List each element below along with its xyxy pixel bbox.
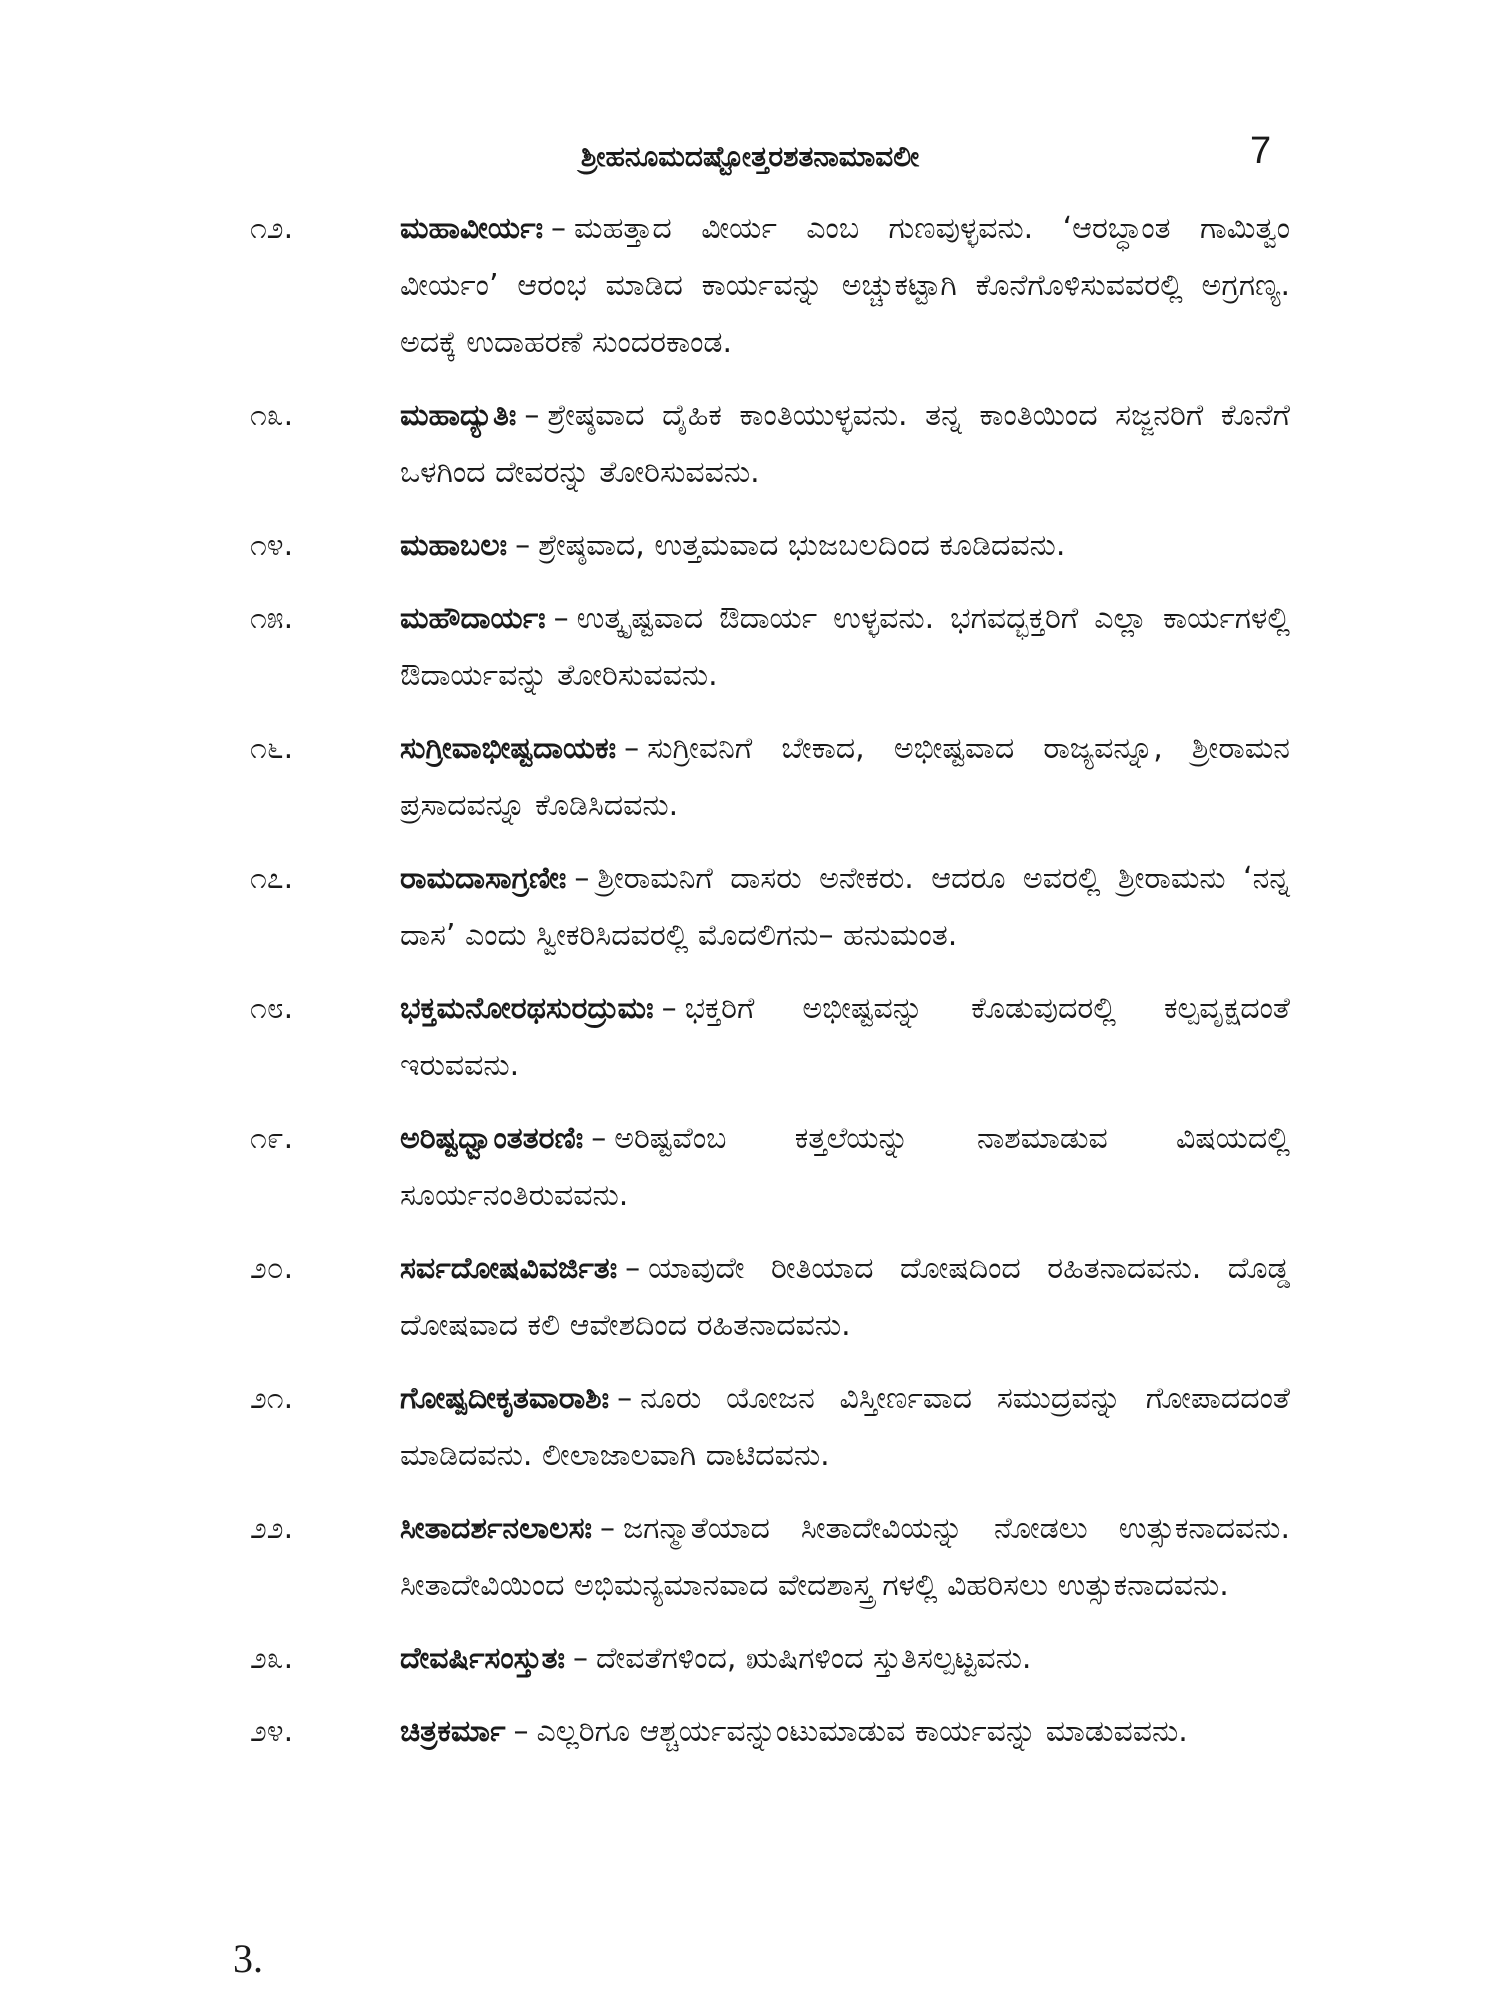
entry-number: ೧೫.: [250, 601, 294, 636]
entry-number: ೧೭.: [250, 861, 294, 896]
entry-term: ಮಹಾದ್ಯುತಿಃ: [400, 398, 517, 433]
list-item: [250, 1110, 1290, 1224]
list-item: [250, 1703, 1290, 1760]
page-header: [0, 130, 1500, 190]
list-item: [250, 1500, 1290, 1614]
entry-separator: –: [617, 1381, 633, 1416]
entry-separator: –: [599, 1511, 615, 1546]
entry-separator: –: [513, 1714, 529, 1749]
entry-number: ೧೩.: [250, 398, 294, 433]
list-item: [250, 590, 1290, 704]
entry-text: ಶ್ರೇಷ್ಠವಾದ, ಉತ್ತಮವಾದ ಭುಜಬಲದಿಂದ ಕೂಡಿದವನು.: [538, 528, 1066, 563]
entry-separator: –: [591, 1121, 607, 1156]
entry-number: ೨೨.: [250, 1511, 294, 1546]
entry-text: ಯಾವುದೇ ರೀತಿಯಾದ ದೋಷದಿಂದ ರಹಿತನಾದವನು. ದೊಡ್ಡ ದೋಷವಾದ ಕಲಿ ಆವೇಶದಿಂದ ರಹಿತನಾದವನು.: [400, 1251, 1290, 1343]
entry-text: ಶ್ರೀರಾಮನಿಗೆ ದಾಸರು ಅನೇಕರು. ಆದರೂ ಅವರಲ್ಲಿ ಶ್ರೀರಾಮನು ‘ನನ್ನ ದಾಸ’ ಎಂದು ಸ್ವೀಕರಿಸಿದವರಲ್ಲಿ ಮೊದಲಿಗನು– ಹನುಮಂತ.: [400, 861, 1290, 953]
entry-number: ೨೩.: [250, 1641, 294, 1676]
entry-text: ನೂರು ಯೋಜನ ವಿಸ್ತೀರ್ಣವಾದ ಸಮುದ್ರವನ್ನು ಗೋಪಾದದಂತೆ ಮಾಡಿದವನು. ಲೀಲಾಜಾಲವಾಗಿ ದಾಟಿದವನು.: [400, 1381, 1290, 1473]
entry-term: ಭಕ್ತಮನೋರಥಸುರದ್ರುಮಃ: [400, 991, 654, 1026]
entry-separator: –: [515, 528, 531, 563]
entry-separator: –: [625, 1251, 641, 1286]
entry-term: ಸುಗ್ರೀವಾಭೀಷ್ಟದಾಯಕಃ: [400, 731, 617, 766]
page-number: 7: [1250, 130, 1272, 172]
entry-separator: –: [524, 398, 540, 433]
entry-separator: –: [574, 861, 590, 896]
entry-term: ಮಹೌದಾರ್ಯಃ: [400, 601, 546, 636]
list-item: [250, 1630, 1290, 1687]
signature-mark: 3.: [233, 1936, 263, 1981]
entry-text: ಅರಿಷ್ಟವೆಂಬ ಕತ್ತಲೆಯನ್ನು ನಾಶಮಾಡುವ ವಿಷಯದಲ್ಲಿ ಸೂರ್ಯನಂತಿರುವವನು.: [400, 1121, 1290, 1213]
entry-number: ೨೧.: [250, 1381, 294, 1416]
entry-term: ದೇವರ್ಷಿಸಂಸ್ತುತಃ: [400, 1641, 566, 1676]
list-item: [250, 720, 1290, 834]
list-item: [250, 980, 1290, 1094]
entry-number: ೨೦.: [250, 1251, 294, 1286]
entry-term: ಗೋಷ್ಪದೀಕೃತವಾರಾಶಿಃ: [400, 1381, 610, 1416]
entry-text: ದೇವತೆಗಳಿಂದ, ಋಷಿಗಳಿಂದ ಸ್ತುತಿಸಲ್ಪಟ್ಟವನು.: [596, 1641, 1032, 1676]
entry-text: ಸುಗ್ರೀವನಿಗೆ ಬೇಕಾದ, ಅಭೀಷ್ಟವಾದ ರಾಜ್ಯವನ್ನೂ, ಶ್ರೀರಾಮನ ಪ್ರಸಾದವನ್ನೂ ಕೊಡಿಸಿದವನು.: [400, 731, 1290, 823]
entry-number: ೧೪.: [250, 528, 294, 563]
entry-number: ೧೨.: [250, 211, 294, 246]
entry-number: ೧೯.: [250, 1121, 294, 1156]
entry-term: ಮಹಾವೀರ್ಯಃ: [400, 211, 544, 246]
entry-number: ೨೪.: [250, 1714, 294, 1749]
running-title: ಶ್ರೀಹನೂಮದಷ್ಟೋತ್ತರಶತನಾಮಾವಲೀ: [580, 140, 920, 173]
entry-number: ೧೬.: [250, 731, 294, 766]
entry-text: ಶ್ರೇಷ್ಠವಾದ ದೈಹಿಕ ಕಾಂತಿಯುಳ್ಳವನು. ತನ್ನ ಕಾಂತಿಯಿಂದ ಸಜ್ಜನರಿಗೆ ಕೊನೆಗೆ ಒಳಗಿಂದ ದೇವರನ್ನು ತೋರಿಸುವವನು.: [400, 398, 1290, 490]
entry-term: ಅರಿಷ್ಟಧ್ವಾಂತತರಣಿಃ: [400, 1121, 584, 1156]
entry-separator: –: [661, 991, 677, 1026]
list-item: [250, 200, 1290, 371]
entry-term: ಸೀತಾದರ್ಶನಲಾಲಸಃ: [400, 1511, 592, 1546]
list-item: [250, 387, 1290, 501]
entry-text: ಜಗನ್ಮಾತೆಯಾದ ಸೀತಾದೇವಿಯನ್ನು ನೋಡಲು ಉತ್ಸುಕನಾದವನು. ಸೀತಾದೇವಿಯಿಂದ ಅಭಿಮನ್ಯಮಾನವಾದ ವೇದಶಾಸ್ತ್ರ ಗಳಲ್ಲಿ ವಿಹರಿಸಲು ಉತ್ಸುಕನಾದವನು.: [400, 1511, 1290, 1603]
name-list: [250, 200, 1290, 1776]
entry-separator: –: [553, 601, 569, 636]
list-item: [250, 1370, 1290, 1484]
entry-text: ಎಲ್ಲರಿಗೂ ಆಶ್ಚರ್ಯವನ್ನುಂಟುಮಾಡುವ ಕಾರ್ಯವನ್ನು ಮಾಡುವವನು.: [536, 1714, 1188, 1749]
entry-term: ಸರ್ವದೋಷವಿವರ್ಜಿತಃ: [400, 1251, 618, 1286]
entry-separator: –: [573, 1641, 589, 1676]
entry-separator: –: [551, 211, 567, 246]
entry-term: ಚಿತ್ರಕರ್ಮಾ: [400, 1714, 506, 1749]
entry-term: ಮಹಾಬಲಃ: [400, 528, 508, 563]
entry-term: ರಾಮದಾಸಾಗ್ರಣೀಃ: [400, 861, 567, 896]
entry-text: ಭಕ್ತರಿಗೆ ಅಭೀಷ್ಟವನ್ನು ಕೊಡುವುದರಲ್ಲಿ ಕಲ್ಪವೃಕ್ಷದಂತೆ ಇರುವವನು.: [400, 991, 1290, 1083]
entry-text: ಮಹತ್ತಾದ ವೀರ್ಯ ಎಂಬ ಗುಣವುಳ್ಳವನು. ‘ಆರಬ್ಧಾಂತ ಗಾಮಿತ್ವಂ ವೀರ್ಯಂ’ ಆರಂಭ ಮಾಡಿದ ಕಾರ್ಯವನ್ನು ಅಚ್ಚುಕಟ್ಟಾಗಿ ಕೊನೆಗೊಳಿಸುವವರಲ್ಲಿ ಅಗ್ರಗಣ್ಯ. ಅದಕ್ಕೆ ಉದಾಹರಣೆ ಸುಂದರಕಾಂಡ.: [400, 211, 1290, 360]
entry-separator: –: [624, 731, 640, 766]
entry-text: ಉತ್ಕೃಷ್ಟವಾದ ಔದಾರ್ಯ ಉಳ್ಳವನು. ಭಗವದ್ಭಕ್ತರಿಗೆ ಎಲ್ಲಾ ಕಾರ್ಯಗಳಲ್ಲಿ ಔದಾರ್ಯವನ್ನು ತೋರಿಸುವವನು.: [400, 601, 1290, 693]
list-item: [250, 850, 1290, 964]
entry-number: ೧೮.: [250, 991, 294, 1026]
list-item: [250, 1240, 1290, 1354]
list-item: [250, 517, 1290, 574]
